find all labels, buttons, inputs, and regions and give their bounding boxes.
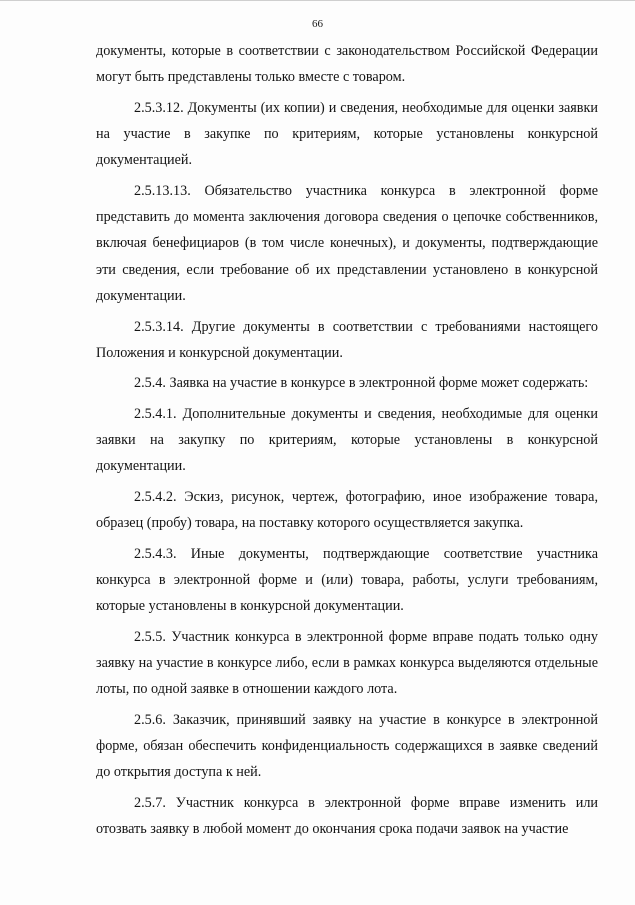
paragraph-2-5-4-1: 2.5.4.1. Дополнительные документы и сведения, необходимые для оценки заявки на закупку по критериям, которые установлены в конкурсной документации. <box>96 405 598 475</box>
paragraph-2-5-3-12: 2.5.3.12. Документы (их копии) и сведения, необходимые для оценки заявки на участие в закупке по критериям, которые установлены конкурсной документацией. <box>96 99 598 169</box>
paragraph-continuation: документы, которые в соответствии с законодательством Российской Федерации могут быть представлены только вместе с товаром. <box>96 43 598 86</box>
paragraph-2-5-6: 2.5.6. Заказчик, принявший заявку на участие в конкурсе в электронной форме, обязан обеспечить конфиденциальность содержащихся в заявке сведений до открытия доступа к ней. <box>96 711 598 781</box>
paragraph-2-5-7: 2.5.7. Участник конкурса в электронной форме вправе изменить или отозвать заявку в любой момент до окончания срока подачи заявок на участие <box>96 794 598 838</box>
page-number: 66 <box>312 18 323 30</box>
document-body <box>96 38 598 847</box>
paragraph-2-5-13-13: 2.5.13.13. Обязательство участника конкурса в электронной форме представить до момента заключения договора сведения о цепочке собственников, включая бенефициаров (в том числе конечных), и документы, подтверждающие эти сведения, если требование об их представлении установлено в конкурсной документации. <box>96 182 598 305</box>
paragraph-2-5-4: 2.5.4. Заявка на участие в конкурсе в электронной форме может содержать: <box>134 375 589 392</box>
paragraph-2-5-4-2: 2.5.4.2. Эскиз, рисунок, чертеж, фотографию, иное изображение товара, образец (пробу) товара, на поставку которого осуществляется закупка. <box>96 488 598 532</box>
paragraph-2-5-4-3: 2.5.4.3. Иные документы, подтверждающие соответствие участника конкурса в электронной форме и (или) товара, работы, услуги требованиям, которые установлены в конкурсной документации. <box>96 545 598 615</box>
paragraph-2-5-5: 2.5.5. Участник конкурса в электронной форме вправе подать только одну заявку на участие в конкурсе либо, если в рамках конкурса выделяются отдельные лоты, по одной заявке в отношении каждого лота. <box>96 628 598 698</box>
paragraph-2-5-3-14: 2.5.3.14. Другие документы в соответствии с требованиями настоящего Положения и конкурсной документации. <box>96 318 598 361</box>
